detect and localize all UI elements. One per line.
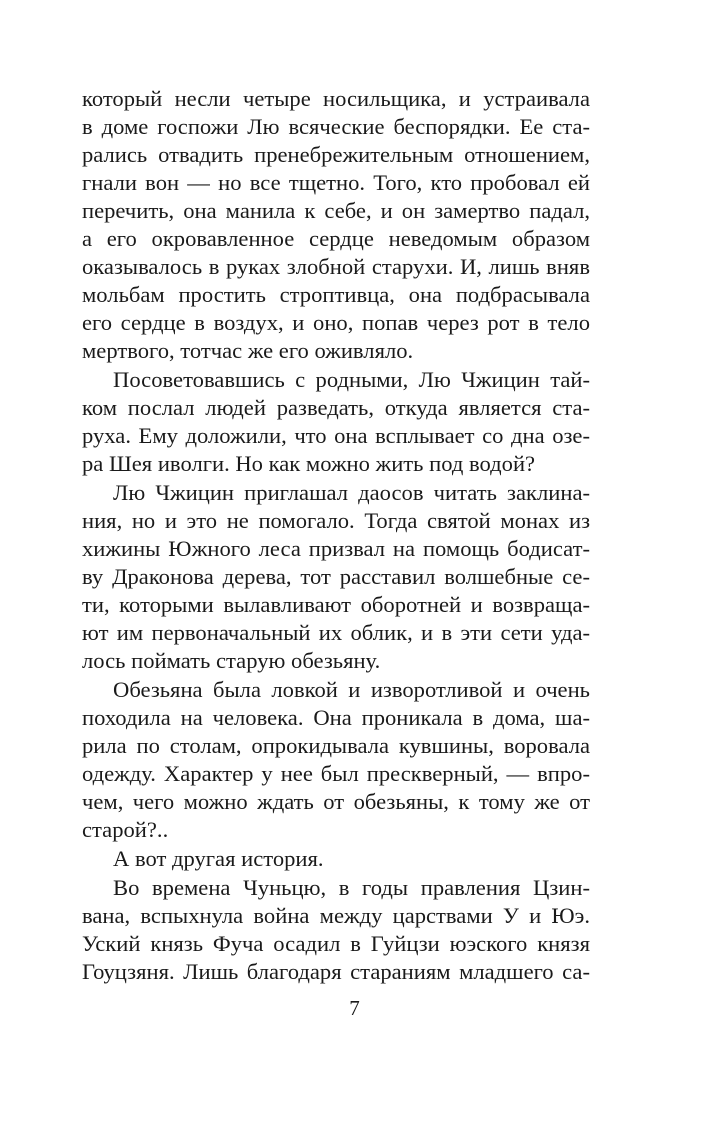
text-line-15: Лю Чжицин приглашал даосов читать заклина- bbox=[113, 480, 590, 505]
text-line-23: походила на человека. Она проникала в дома, ша- bbox=[82, 705, 590, 730]
text-line-26: чем, чего можно ждать от обезьяны, к тому же от bbox=[82, 789, 590, 814]
text-line-31: Уский князь Фуча осадил в Гуйцзи юэского князя bbox=[82, 931, 590, 956]
text-line-13: руха. Ему доложили, что она всплывает со дна озе- bbox=[82, 423, 590, 448]
text-line-2: в доме госпожи Лю всяческие беспорядки. Ее ста- bbox=[82, 114, 590, 139]
text-line-18: ву Драконова дерева, тот расставил волшебные се- bbox=[82, 564, 590, 589]
text-line-14: ра Шея иволги. Но как можно жить под водой? bbox=[82, 451, 536, 476]
text-line-11: Посоветовавшись с родными, Лю Чжицин тай- bbox=[113, 367, 590, 392]
text-line-5: перечить, она манила к себе, и он замертво падал, bbox=[82, 198, 590, 223]
text-line-9: его сердце в воздух, и оно, попав через рот в тело bbox=[82, 310, 590, 335]
text-line-10: мертвого, тотчас же его оживляло. bbox=[82, 338, 414, 363]
text-line-27: старой?.. bbox=[82, 817, 169, 842]
page-number: 7 bbox=[349, 996, 360, 1020]
text-line-21: лось поймать старую обезьяну. bbox=[82, 648, 381, 673]
text-line-16: ния, но и это не помогало. Тогда святой монах из bbox=[82, 508, 590, 533]
text-line-4: гнали вон — но все тщетно. Того, кто пробовал ей bbox=[82, 170, 590, 195]
text-line-20: ют им первоначальный их облик, и в эти сети уда- bbox=[82, 620, 590, 645]
text-line-24: рила по столам, опрокидывала кувшины, воровала bbox=[82, 733, 590, 758]
text-line-29: Во времена Чуньцю, в годы правления Цзин- bbox=[113, 875, 590, 900]
text-line-8: мольбам простить строптивца, она подбрасывала bbox=[82, 282, 590, 307]
text-line-22: Обезьяна была ловкой и изворотливой и очень bbox=[113, 677, 590, 702]
text-line-12: ком послал людей разведать, откуда является ста- bbox=[82, 395, 590, 420]
text-line-28: А вот другая история. bbox=[113, 846, 324, 871]
text-line-19: ти, которыми вылавливают оборотней и возвраща- bbox=[82, 592, 590, 617]
text-line-25: одежду. Характер у нее был прескверный, — впро- bbox=[82, 761, 590, 786]
text-line-7: оказывалось в руках злобной старухи. И, лишь вняв bbox=[82, 254, 590, 279]
text-line-1: который несли четыре носильщика, и устраивала bbox=[82, 86, 590, 111]
text-line-17: хижины Южного леса призвал на помощь бодисат- bbox=[82, 536, 590, 561]
text-line-6: а его окровавленное сердце неведомым образом bbox=[82, 226, 590, 251]
text-line-3: рались отвадить пренебрежительным отношением, bbox=[82, 142, 590, 167]
text-line-30: вана, вспыхнула война между царствами У и Юэ. bbox=[82, 903, 590, 928]
text-line-32: Гоуцзяня. Лишь благодаря стараниям младшего са- bbox=[82, 959, 590, 984]
